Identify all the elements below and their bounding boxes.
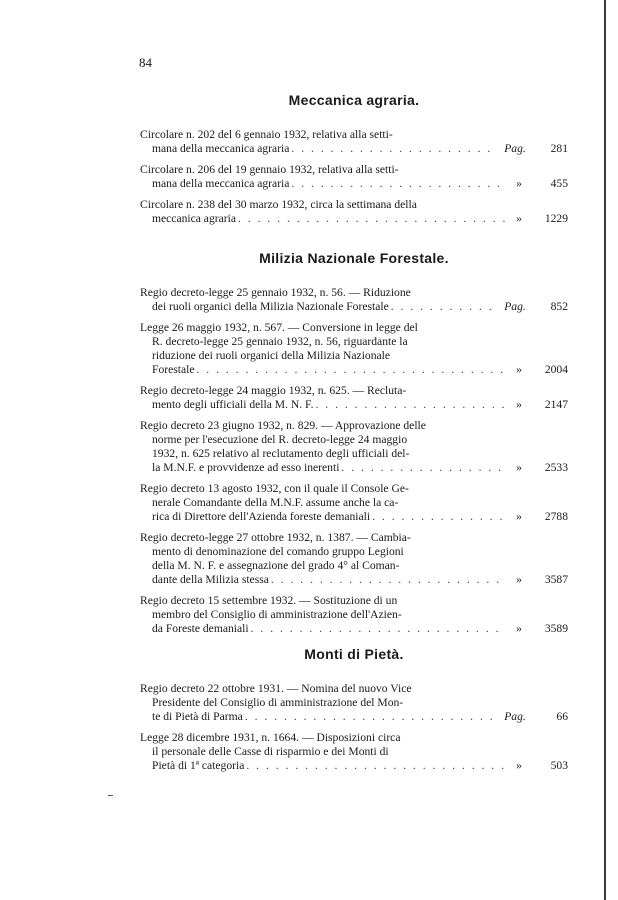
page-ref-number: 2533 [544, 461, 568, 474]
index-entry [140, 482, 568, 524]
page-ref-number: 455 [550, 177, 568, 190]
section-monti-di-pieta [140, 646, 568, 780]
page-ref-label: » [516, 398, 522, 411]
leader-dots [195, 363, 507, 377]
entry-line: Regio decreto 23 giugno 1932, n. 829. — Approvazione delle [140, 419, 426, 432]
entry-line: Circolare n. 206 del 19 gennaio 1932, relativa alla setti- [140, 163, 399, 176]
page-ref-label: Pag. [504, 710, 526, 723]
page-ref-number: 3587 [544, 573, 568, 586]
entry-line: Circolare n. 238 del 30 marzo 1932, circa la settimana della [140, 198, 417, 211]
index-entry [140, 128, 568, 156]
page-ref-number: 2147 [544, 398, 568, 411]
entry-last-line: la M.N.F. e provvidenze ad esso inerenti [152, 461, 340, 474]
entry-last-line: meccanica agraria [152, 212, 236, 225]
section-meccanica-agraria [140, 92, 568, 233]
entry-line: Regio decreto 15 settembre 1932. — Sostituzione di un [140, 594, 398, 607]
index-entry [140, 531, 568, 587]
entry-line: il personale delle Casse di risparmio e dei Monti di [152, 745, 389, 758]
entry-line: R. decreto-legge 25 gennaio 1932, n. 56, riguardante la [152, 335, 408, 348]
entry-line: mento di denominazione del comando gruppo Legioni [152, 545, 404, 558]
page-ref-label: » [516, 212, 522, 225]
leader-dots [243, 710, 498, 724]
section-heading: Monti di Pietà. [304, 646, 404, 662]
index-entry [140, 682, 568, 724]
index-entry [140, 163, 568, 191]
leader-dots [269, 573, 506, 587]
entry-line: Legge 26 maggio 1932, n. 567. — Conversione in legge del [140, 321, 418, 334]
page-ref-number: 503 [550, 759, 568, 772]
scan-speck [108, 795, 113, 796]
index-entry [140, 731, 568, 773]
page-ref-label: » [516, 363, 522, 376]
entry-last-line: Forestale [152, 363, 195, 376]
page-ref-number: 281 [550, 142, 568, 155]
entry-line: norme per l'esecuzione del R. decreto-legge 24 maggio [152, 433, 408, 446]
page-ref-number: 3589 [544, 622, 568, 635]
index-entry [140, 198, 568, 226]
entry-last-line: rica di Direttore dell'Azienda foreste demaniali [152, 510, 371, 523]
entry-last-line: te di Pietà di Parma [152, 710, 243, 723]
page-ref-number: 2004 [544, 363, 568, 376]
section-heading: Meccanica agraria. [288, 92, 420, 108]
entry-line: Legge 28 dicembre 1931, n. 1664. — Disposizioni circa [140, 731, 401, 744]
entry-last-line: mana della meccanica agraria [152, 142, 290, 155]
leader-dots [244, 759, 506, 773]
section-heading: Milizia Nazionale Forestale. [259, 250, 449, 266]
leader-dots [289, 142, 498, 156]
leader-dots [370, 510, 506, 524]
leader-dots [313, 398, 506, 412]
entry-line: Regio decreto-legge 25 gennaio 1932, n. 56. — Riduzione [140, 286, 411, 299]
leader-dots [389, 300, 498, 314]
entry-line: Regio decreto 22 ottobre 1931. — Nomina del nuovo Vice [140, 682, 412, 695]
leader-dots [289, 177, 506, 191]
page-ref-number: 852 [550, 300, 568, 313]
leader-dots [236, 212, 506, 226]
page-ref-label: Pag. [504, 300, 526, 313]
entry-last-line: da Foreste demaniali [152, 622, 249, 635]
page-number: 84 [139, 55, 152, 70]
entry-line: 1932, n. 625 relativo al reclutamento degli ufficiali del- [152, 447, 410, 460]
entry-last-line: dei ruoli organici della Milizia Nazionale Forestale [152, 300, 389, 313]
entry-line: nerale Comandante della M.N.F. assume anche la ca- [152, 496, 399, 509]
section-milizia-nazionale-forestale [140, 250, 568, 643]
leader-dots [249, 622, 506, 636]
entry-line: Circolare n. 202 del 6 gennaio 1932, relativa alla setti- [140, 128, 393, 141]
index-entry [140, 384, 568, 412]
index-entry [140, 286, 568, 314]
entry-line: riduzione dei ruoli organici della Milizia Nazionale [152, 349, 391, 362]
entry-line: della M. N. F. e assegnazione del grado 4° al Coman- [152, 559, 400, 572]
page-edge-line [604, 0, 606, 900]
entry-last-line: mento degli ufficiali della M. N. F. [152, 398, 314, 411]
entry-line: membro del Consiglio di amministrazione dell'Azien- [152, 608, 402, 621]
index-entry [140, 594, 568, 636]
entry-line: Presidente del Consiglio di amministrazione del Mon- [152, 696, 404, 709]
page-ref-label: » [516, 510, 522, 523]
entry-line: Regio decreto 13 agosto 1932, con il quale il Console Ge- [140, 482, 409, 495]
entry-line: Regio decreto-legge 24 maggio 1932, n. 625. — Recluta- [140, 384, 407, 397]
leader-dots [339, 461, 506, 475]
page-ref-label: » [516, 759, 522, 772]
entry-line: Regio decreto-legge 27 ottobre 1932, n. 1387. — Cambia- [140, 531, 411, 544]
entry-last-line: mana della meccanica agraria [152, 177, 290, 190]
index-entry [140, 419, 568, 475]
page-ref-number: 1229 [544, 212, 568, 225]
page-ref-number: 66 [556, 710, 568, 723]
page-ref-label: » [516, 622, 522, 635]
index-entry [140, 321, 568, 377]
page-ref-label: Pag. [504, 142, 526, 155]
page-ref-label: » [516, 461, 522, 474]
page-ref-label: » [516, 573, 522, 586]
page-ref-label: » [516, 177, 522, 190]
page-ref-number: 2788 [544, 510, 568, 523]
entry-last-line: Pietà di 1ª categoria [152, 759, 245, 772]
entry-last-line: dante della Milizia stessa [152, 573, 269, 586]
